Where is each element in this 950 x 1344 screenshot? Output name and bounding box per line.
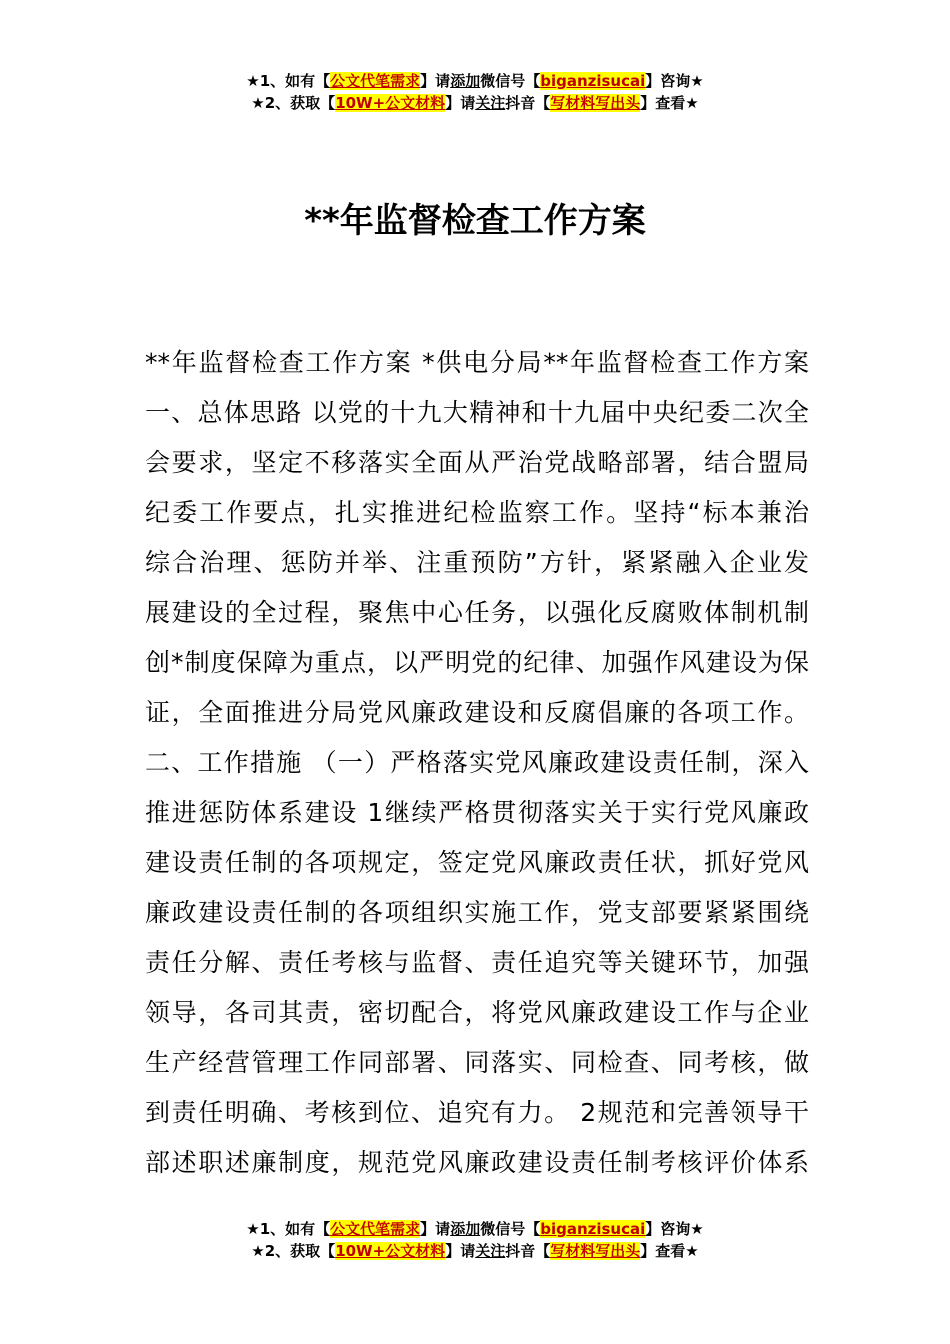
body-line: 创*制度保障为重点，以严明党的纪律、加强作风建设为保	[145, 648, 809, 677]
body-line: 部述职述廉制度，规范党风廉政建设责任制考核评价体系	[145, 1148, 809, 1177]
notice-line-1	[0, 70, 950, 92]
douyin-id-highlight: 写材料写出头	[550, 1242, 641, 1260]
materials-highlight: 10W+公文材料	[335, 94, 446, 112]
document-title: **年监督检查工作方案	[304, 201, 646, 241]
notice-text: 】请	[445, 94, 476, 112]
body-line: 会要求，坚定不移落实全面从严治党战略部署，结合盟局	[145, 448, 809, 477]
wechat-id-highlight: biganzisucai	[540, 72, 646, 90]
notice-underline: 关注	[475, 94, 506, 112]
notice-underline: 添加	[450, 1220, 481, 1238]
body-line: 一、总体思路 以党的十九大精神和十九届中央纪委二次全	[145, 398, 809, 427]
notice-text: 抖音【	[505, 1242, 551, 1260]
header-notice	[0, 70, 950, 114]
notice-text: 抖音【	[505, 94, 551, 112]
body-line: 纪委工作要点，扎实推进纪检监察工作。坚持“标本兼治	[145, 498, 809, 527]
body-line: 推进惩防体系建设 1继续严格贯彻落实关于实行党风廉政	[145, 798, 809, 827]
service-highlight: 公文代笔需求	[330, 1220, 421, 1238]
body-line: **年监督检查工作方案 *供电分局**年监督检查工作方案	[145, 348, 809, 377]
notice-line-2	[0, 92, 950, 114]
notice-text: 】请	[445, 1242, 476, 1260]
notice-text: ★2、获取【	[251, 94, 336, 112]
notice-text: 】咨询★	[645, 1220, 704, 1238]
notice-text: 】查看★	[640, 1242, 699, 1260]
body-line: 责任分解、责任考核与监督、责任追究等关键环节，加强	[145, 948, 809, 977]
notice-text: ★1、如有【	[246, 72, 331, 90]
materials-highlight: 10W+公文材料	[335, 1242, 446, 1260]
body-line: 建设责任制的各项规定，签定党风廉政责任状，抓好党风	[145, 848, 809, 877]
notice-line-1	[0, 1218, 950, 1240]
body-line: 综合治理、惩防并举、注重预防”方针，紧紧融入企业发	[145, 548, 809, 577]
body-line: 二、工作措施 （一）严格落实党风廉政建设责任制，深入	[145, 748, 809, 777]
notice-text: 微信号【	[480, 1220, 541, 1238]
notice-text: ★2、获取【	[251, 1242, 336, 1260]
notice-line-2	[0, 1240, 950, 1262]
notice-underline: 添加	[450, 72, 481, 90]
body-line: 到责任明确、考核到位、追究有力。 2规范和完善领导干	[145, 1098, 809, 1127]
body-line: 生产经营管理工作同部署、同落实、同检查、同考核，做	[145, 1048, 809, 1077]
notice-text: 微信号【	[480, 72, 541, 90]
notice-text: 】请	[420, 72, 451, 90]
notice-text: 】咨询★	[645, 72, 704, 90]
notice-text: ★1、如有【	[246, 1220, 331, 1238]
notice-underline: 关注	[475, 1242, 506, 1260]
footer-notice	[0, 1218, 950, 1262]
notice-text: 】查看★	[640, 94, 699, 112]
body-line: 廉政建设责任制的各项组织实施工作，党支部要紧紧围绕	[145, 898, 809, 927]
document-body	[145, 338, 809, 1188]
body-line: 展建设的全过程，聚焦中心任务，以强化反腐败体制机制	[145, 598, 809, 627]
service-highlight: 公文代笔需求	[330, 72, 421, 90]
notice-text: 】请	[420, 1220, 451, 1238]
body-line: 证，全面推进分局党风廉政建设和反腐倡廉的各项工作。	[145, 698, 809, 727]
wechat-id-highlight: biganzisucai	[540, 1220, 646, 1238]
body-line: 领导，各司其责，密切配合，将党风廉政建设工作与企业	[145, 998, 809, 1027]
douyin-id-highlight: 写材料写出头	[550, 94, 641, 112]
